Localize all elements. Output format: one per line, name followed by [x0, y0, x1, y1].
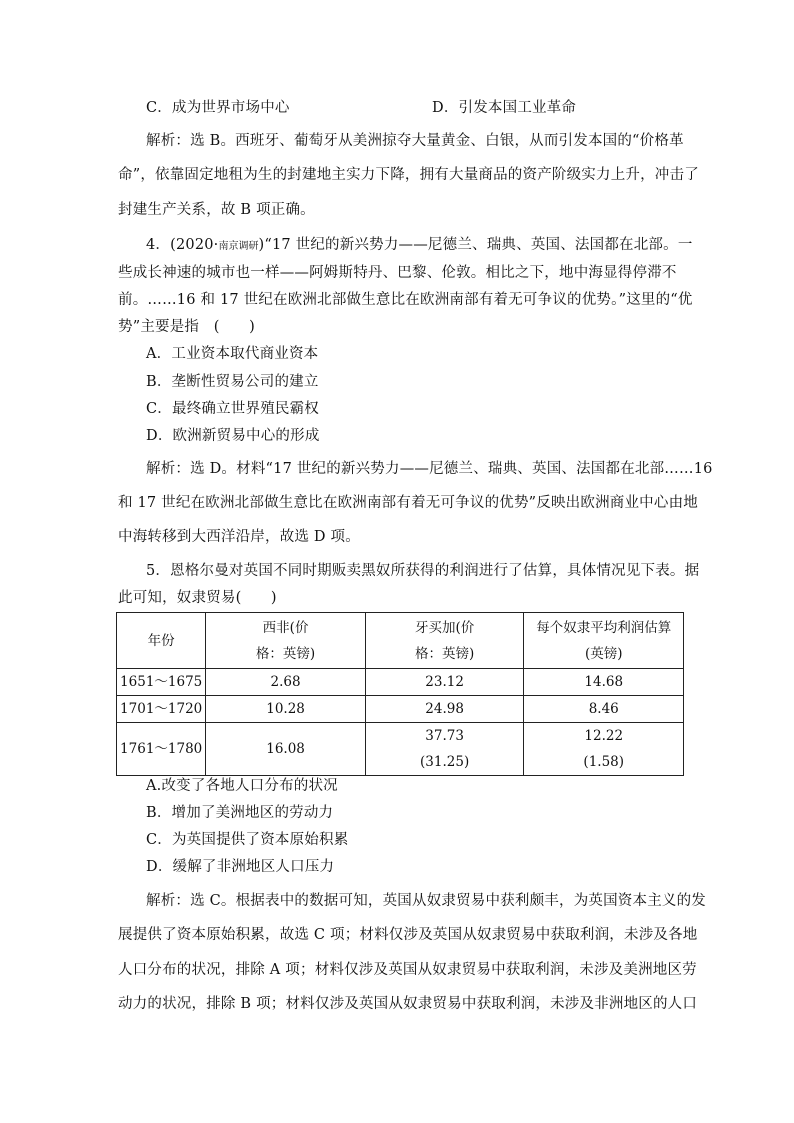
header-year: 年份 [117, 613, 206, 669]
q4-analysis-line-3: 中海转移到大西洋沿岸，故选 D 项。 [118, 529, 360, 545]
q4-stem-text: )“17 世纪的新兴势力——尼德兰、瑞典、英国、法国都在北部。一 [258, 237, 693, 253]
table-row [117, 669, 684, 696]
table-row [117, 696, 684, 723]
cell-avg-profit: 8.46 [524, 696, 684, 723]
cell-west-africa: 2.68 [206, 669, 366, 696]
cell-year: 1651～1675 [117, 669, 206, 696]
q4-stem-line-4: 势”主要是指 ( ) [118, 319, 255, 335]
q4-source: 南京调研 [218, 241, 259, 252]
cell-year: 1701～1720 [117, 696, 206, 723]
q4-stem-line-1 [146, 233, 693, 254]
q3-analysis-line-2: 命”，依靠固定地租为生的封建地主实力下降，拥有大量商品的资产阶级实力上升，冲击了 [118, 167, 699, 183]
q3-option-d: D．引发本国工业革命 [432, 100, 577, 116]
q5-analysis-line-1: 解析：选 C。根据表中的数据可知，英国从奴隶贸易中获利颇丰，为英国资本主义的发 [146, 893, 707, 909]
q3-option-c: C．成为世界市场中心 [146, 100, 290, 116]
q3-analysis-line-1: 解析：选 B。西班牙、葡萄牙从美洲掠夺大量黄金、白银，从而引发本国的“价格革 [146, 133, 684, 149]
q4-option-b: B．垄断性贸易公司的建立 [146, 374, 319, 390]
q5-option-a: A.改变了各地人口分布的状况 [146, 778, 338, 794]
cell-west-africa: 16.08 [206, 723, 366, 776]
cell-jamaica: 23.12 [365, 669, 524, 696]
q3-analysis-line-3: 封建生产关系，故 B 项正确。 [118, 202, 315, 218]
q4-analysis-line-1: 解析：选 D。材料“17 世纪的新兴势力——尼德兰、瑞典、英国、法国都在北部……16 [146, 461, 713, 477]
cell-avg-profit: 14.68 [524, 669, 684, 696]
slave-trade-profit-table [116, 612, 684, 776]
q5-option-d: D．缓解了非洲地区人口压力 [146, 859, 335, 875]
q4-analysis-line-2: 和 17 世纪在欧洲北部做生意比在欧洲南部有着无可争议的优势”反映出欧洲商业中心由地 [118, 495, 698, 511]
q5-stem-line-1: 5．恩格尔曼对英国不同时期贩卖黑奴所获得的利润进行了估算，具体情况见下表。据 [146, 563, 700, 579]
cell-west-africa: 10.28 [206, 696, 366, 723]
cell-jamaica: 37.73 (31.25) [365, 723, 524, 776]
q5-analysis-line-4: 动力的状况，排除 B 项；材料仅涉及英国从奴隶贸易中获取利润，未涉及非洲地区的人口 [118, 996, 698, 1012]
q5-analysis-line-3: 人口分布的状况，排除 A 项；材料仅涉及英国从奴隶贸易中获取利润，未涉及美洲地区劳 [118, 962, 697, 978]
table-header-row [117, 613, 684, 669]
header-avg-profit: 每个奴隶平均利润估算 (英镑) [524, 613, 684, 669]
q5-option-b: B．增加了美洲地区的劳动力 [146, 805, 334, 821]
q4-number: 4．(2020· [146, 237, 219, 253]
cell-year: 1761～1780 [117, 723, 206, 776]
q5-analysis-line-2: 展提供了资本原始积累，故选 C 项；材料仅涉及英国从奴隶贸易中获取利润，未涉及各地 [118, 927, 698, 943]
q4-option-a: A．工业资本取代商业资本 [146, 346, 319, 362]
cell-avg-profit: 12.22 (1.58) [524, 723, 684, 776]
q4-stem-line-2: 些成长神速的城市也一样——阿姆斯特丹、巴黎、伦敦。相比之下，地中海显得停滞不 [118, 265, 677, 281]
header-jamaica: 牙买加(价 格：英镑) [365, 613, 524, 669]
header-west-africa: 西非(价 格：英镑) [206, 613, 366, 669]
table-row [117, 723, 684, 776]
q5-stem-line-2: 此可知，奴隶贸易( ) [118, 590, 277, 606]
q4-option-c: C．最终确立世界殖民霸权 [146, 401, 319, 417]
q4-option-d: D．欧洲新贸易中心的形成 [146, 428, 320, 444]
cell-jamaica: 24.98 [365, 696, 524, 723]
q5-option-c: C．为英国提供了资本原始积累 [146, 832, 349, 848]
q4-stem-line-3: 前。……16 和 17 世纪在欧洲北部做生意比在欧洲南部有着无可争议的优势。”这里的“优 [118, 292, 693, 308]
